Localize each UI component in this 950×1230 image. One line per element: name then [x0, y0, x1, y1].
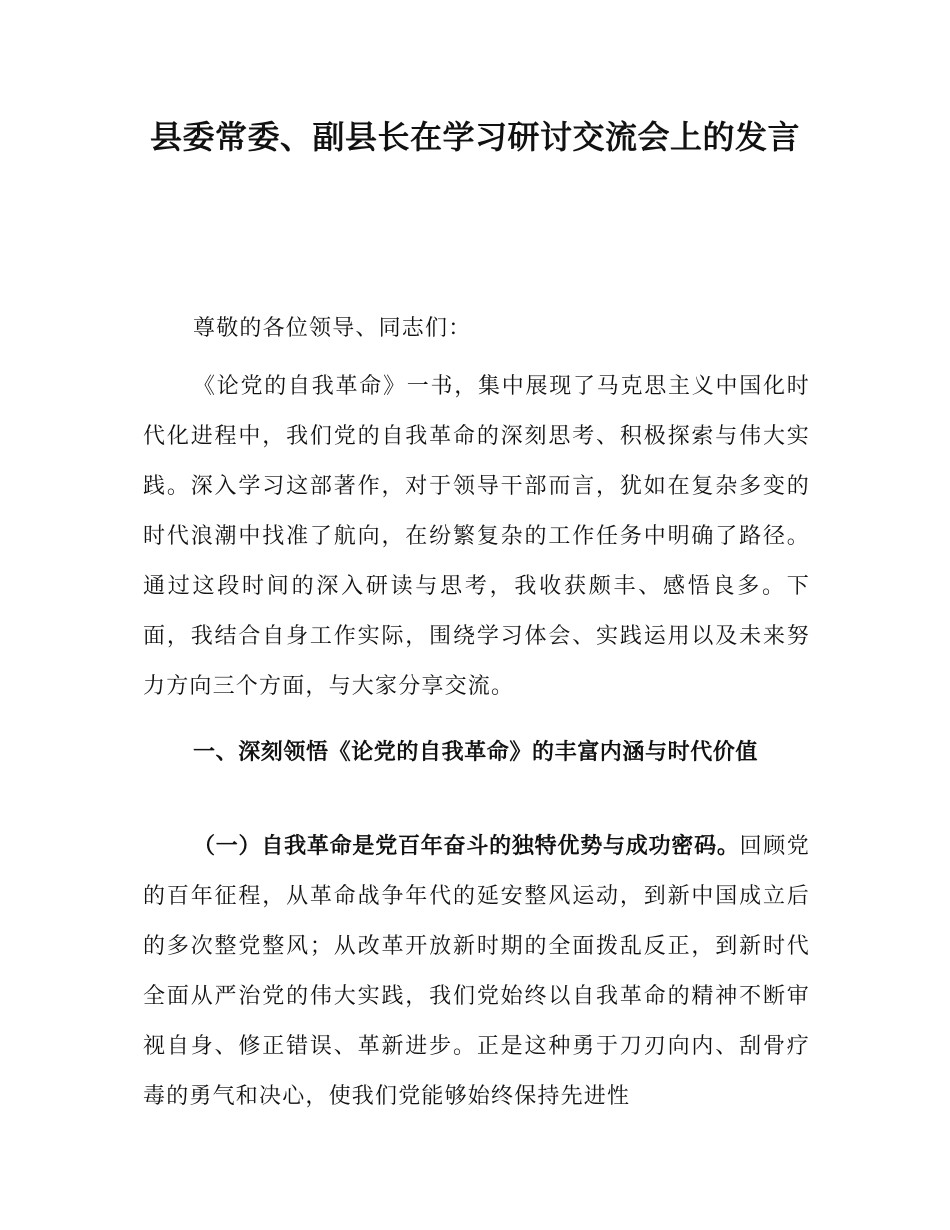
section-heading-1: 一、深刻领悟《论党的自我革命》的丰富内涵与时代价值	[193, 740, 759, 765]
document-title: 县委常委、副县长在学习研讨交流会上的发言	[149, 118, 800, 156]
intro-paragraph: 《论党的自我革命》一书，集中展现了马克思主义中国化时代化进程中，我们党的自我革命的深刻思考、积极探索与伟大实践。深入学习这部著作，对于领导干部而言，犹如在复杂多变的时代浪潮中找准了航向，在纷繁复杂的工作任务中明确了路径。通过这段时间的深入研读与思考，我收获颇丰、感悟良多。下面，我结合自身工作实际，围绕学习体会、实践运用以及未来努力方向三个方面，与大家分享交流。	[143, 374, 810, 699]
salutation: 尊敬的各位领导、同志们：	[193, 316, 472, 341]
subsection-body-1-1: 回顾党的百年征程，从革命战争年代的延安整风运动，到新中国成立后的多次整党整风；从改革开放新时期的全面拨乱反正，到新时代全面从严治党的伟大实践，我们党始终以自我革命的精神不断审视自身、修正错误、革新进步。正是这种勇于刀刃向内、刮骨疗毒的勇气和决心，使我们党能够始终保持先进性	[143, 834, 810, 1109]
section-1-1-paragraph	[143, 822, 810, 1122]
subsection-heading-1-1: （一）自我革命是党百年奋斗的独特优势与成功密码。	[193, 834, 740, 859]
